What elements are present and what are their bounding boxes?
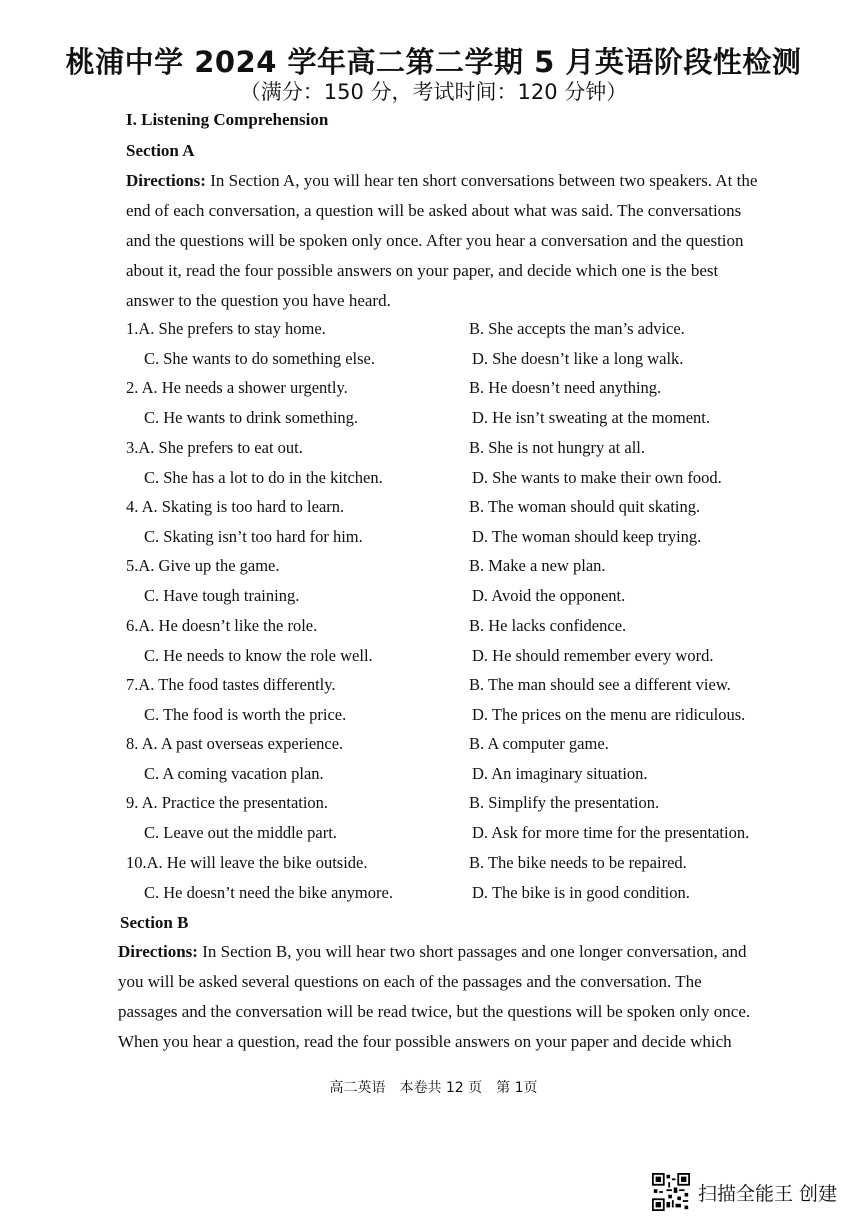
answer-option-d: D. The bike is in good condition. [472,883,690,902]
answer-option-d: D. An imaginary situation. [472,764,648,783]
answer-option-d: D. She wants to make their own food. [472,468,722,487]
answer-option-b: B. He lacks confidence. [469,616,627,635]
answer-option-b: B. Simplify the presentation. [469,793,660,812]
answer-option-a: 1.A. She prefers to stay home. [126,319,326,338]
answer-option-c: C. The food is worth the price. [144,705,347,724]
section-a-title: Section A [126,141,195,160]
answer-option-d: D. He isn’t sweating at the moment. [472,408,710,427]
answer-option-d: D. She doesn’t like a long walk. [472,349,684,368]
answer-option-a: 8. A. A past overseas experience. [126,734,344,753]
answer-option-d: D. The woman should keep trying. [472,527,702,546]
answer-option-a: 4. A. Skating is too hard to learn. [126,497,345,516]
page-footer: 高二英语 本卷共 12 页 第 1页 [329,1080,538,1096]
directions-line: and the questions will be spoken only once. After you hear a conversation and the question [126,231,744,250]
exam-subtitle: （满分：150 分，考试时间：120 分钟） [239,80,628,104]
directions-line: Directions: In Section B, you will hear two short passages and one longer conversation, and [118,942,747,961]
answer-option-b: B. The man should see a different view. [469,675,731,694]
answer-option-c: C. Skating isn’t too hard for him. [144,527,363,546]
answer-option-c: C. Leave out the middle part. [144,823,337,842]
part-title: I. Listening Comprehension [126,110,329,129]
section-a-directions [126,166,808,316]
answer-option-b: B. She is not hungry at all. [469,438,645,457]
answer-option-c: C. Have tough training. [144,586,300,605]
answer-option-c: C. He wants to drink something. [144,408,359,427]
answer-option-c: C. He needs to know the role well. [144,646,373,665]
directions-line: about it, read the four possible answers on your paper, and decide which one is the best [126,261,719,280]
answer-option-b: B. He doesn’t need anything. [469,378,662,397]
answer-option-d: D. Ask for more time for the presentation. [472,823,750,842]
directions-line: passages and the conversation will be read twice, but the questions will be spoken only once. [118,1002,751,1021]
directions-label: Directions: [118,942,198,961]
answer-option-a: 5.A. Give up the game. [126,556,280,575]
answer-option-a: 10.A. He will leave the bike outside. [126,853,368,872]
scanner-watermark [652,1172,837,1212]
directions-label: Directions: [126,171,206,190]
answer-option-c: C. A coming vacation plan. [144,764,324,783]
answer-option-b: B. Make a new plan. [469,556,606,575]
section-b-title: Section B [120,913,189,932]
qr-code-icon [652,1173,690,1211]
answer-option-d: D. Avoid the opponent. [472,586,626,605]
answer-option-c: C. She wants to do something else. [144,349,375,368]
answer-option-b: B. She accepts the man’s advice. [469,319,685,338]
answer-option-a: 9. A. Practice the presentation. [126,793,329,812]
directions-line: you will be asked several questions on each of the passages and the conversation. The [118,972,702,991]
answer-option-a: 2. A. He needs a shower urgently. [126,378,348,397]
section-b-directions [118,937,832,1057]
scanner-text: 扫描全能王 创建 [698,1182,838,1205]
answer-option-d: D. The prices on the menu are ridiculous. [472,705,746,724]
directions-line: Directions: In Section A, you will hear ten short conversations between two speakers. At the [126,171,758,190]
answer-option-b: B. A computer game. [469,734,609,753]
answer-option-d: D. He should remember every word. [472,646,714,665]
answer-option-a: 3.A. She prefers to eat out. [126,438,303,457]
directions-line: answer to the question you have heard. [126,291,391,310]
answer-option-b: B. The bike needs to be repaired. [469,853,687,872]
answer-option-c: C. He doesn’t need the bike anymore. [144,883,393,902]
answer-option-a: 6.A. He doesn’t like the role. [126,616,318,635]
directions-line: end of each conversation, a question will be asked about what was said. The conversations [126,201,742,220]
directions-line: When you hear a question, read the four possible answers on your paper and decide which [118,1032,732,1051]
answer-option-b: B. The woman should quit skating. [469,497,701,516]
exam-title: 桃浦中学 2024 学年高二第二学期 5 月英语阶段性检测 [65,45,802,79]
answer-option-c: C. She has a lot to do in the kitchen. [144,468,383,487]
answer-option-a: 7.A. The food tastes differently. [126,675,336,694]
